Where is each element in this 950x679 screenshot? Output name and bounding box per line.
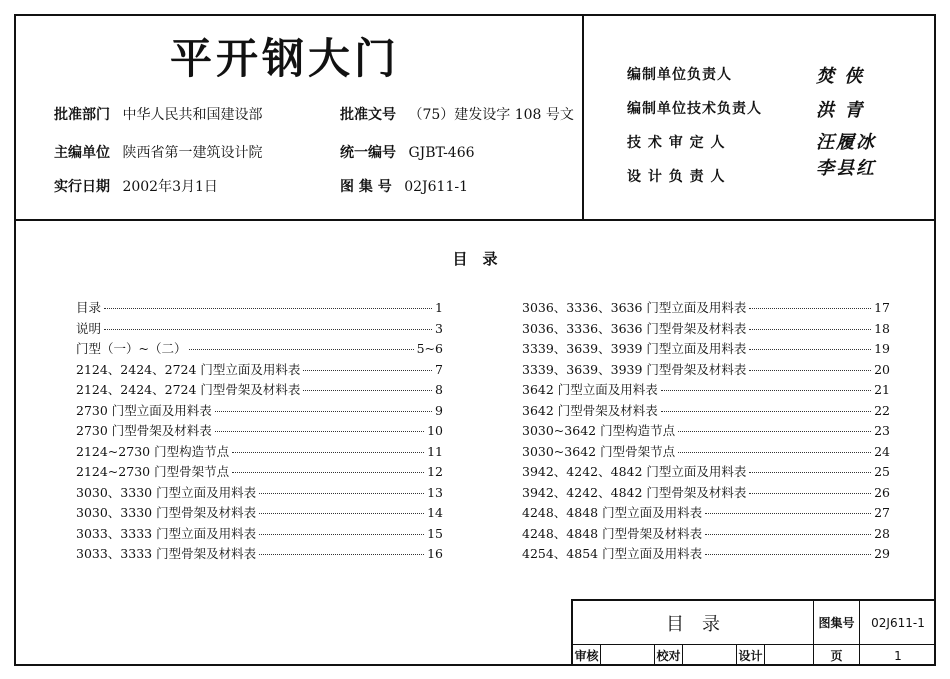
title-block [571, 599, 936, 666]
toc-entry-title: 3036、3336、3636 门型骨架及材料表 [522, 320, 747, 336]
toc-entry [76, 380, 443, 401]
check-signature-field [683, 645, 737, 666]
toc-entry-title: 说明 [76, 320, 102, 336]
toc-entry-page: 27 [874, 505, 890, 520]
toc-leader-dots [705, 513, 871, 514]
toc-entry [522, 319, 890, 340]
toc-entry-title: 2124~2730 门型构造节点 [76, 443, 230, 459]
toc-entry [522, 442, 890, 463]
toc-entry [522, 503, 890, 524]
toc-leader-dots [749, 370, 871, 371]
toc-leader-dots [259, 534, 424, 535]
toc-entry-title: 3030~3642 门型构造节点 [522, 423, 676, 438]
toc-leader-dots [749, 308, 871, 309]
review-signature-field [601, 645, 655, 666]
design-signature-field [765, 645, 814, 666]
info-value: 2002年3月1日 [122, 179, 218, 195]
toc-entry-page: 5~6 [416, 341, 443, 356]
toc-entry-title: 3030、3330 门型骨架及材料表 [76, 505, 257, 520]
toc-entry-title: 3942、4242、4842 门型立面及用料表 [522, 464, 747, 479]
toc-entry-title: 2124~2730 门型骨架节点 [76, 464, 230, 479]
toc-entry-title: 2124、2424、2724 门型骨架及材料表 [76, 382, 301, 397]
toc-entry-page: 23 [874, 423, 890, 438]
toc-leader-dots [104, 329, 432, 330]
toc-leader-dots [232, 452, 424, 453]
responsible-label: 编制单位负责人 [627, 67, 732, 83]
toc-entry [76, 483, 443, 504]
info-label: 统一编号 [340, 145, 396, 161]
toc-leader-dots [661, 390, 871, 391]
responsible-label: 编制单位技术负责人 [627, 101, 762, 117]
toc-entry [522, 298, 890, 319]
info-label: 主编单位 [54, 145, 110, 161]
toc-entry-page: 16 [427, 546, 443, 561]
toc-entry-title: 2124、2424、2724 门型立面及用料表 [76, 361, 301, 377]
toc-entry [76, 339, 443, 360]
toc-leader-dots [259, 513, 424, 514]
atlas-number-value: 02J611-1 [860, 601, 936, 645]
toc-entry-title: 3642 门型骨架及材料表 [522, 402, 658, 418]
info-value: 中华人民共和国建设部 [122, 107, 263, 123]
toc-entry [76, 544, 443, 565]
toc-entry-page: 20 [874, 361, 890, 377]
responsible-persons-panel [584, 14, 936, 221]
toc-entry-page: 28 [874, 525, 890, 541]
toc-entry-page: 1 [435, 300, 443, 315]
toc-entry-title: 3339、3639、3939 门型骨架及材料表 [522, 361, 747, 377]
toc-entry-title: 2730 门型立面及用料表 [76, 402, 212, 418]
toc-entry-page: 14 [427, 505, 443, 520]
toc-entry-page: 11 [427, 443, 443, 459]
info-label: 批准部门 [54, 107, 110, 123]
toc-entry-page: 7 [435, 361, 443, 377]
toc-right-column [522, 298, 890, 565]
toc-leader-dots [215, 431, 424, 432]
toc-entry-page: 10 [427, 423, 443, 438]
toc-entry [76, 360, 443, 381]
info-effective-date [54, 176, 218, 196]
toc-leader-dots [303, 370, 432, 371]
toc-entry-title: 3942、4242、4842 门型骨架及材料表 [522, 484, 747, 500]
toc-leader-dots [661, 411, 871, 412]
toc-entry [522, 380, 890, 401]
toc-leader-dots [215, 411, 432, 412]
toc-entry [76, 401, 443, 422]
info-value: 02J611-1 [404, 179, 468, 195]
toc-entry [76, 503, 443, 524]
toc-leader-dots [705, 534, 871, 535]
toc-entry-page: 22 [874, 402, 890, 418]
toc-entry-title: 4254、4854 门型立面及用料表 [522, 546, 703, 561]
toc-heading: 目 录 [452, 250, 498, 268]
toc-entry [76, 524, 443, 545]
toc-entry [522, 360, 890, 381]
toc-leader-dots [232, 472, 424, 473]
toc-entry [522, 339, 890, 360]
toc-entry-page: 12 [427, 464, 443, 479]
toc-entry [522, 401, 890, 422]
responsible-label: 设 计 负 责 人 [627, 169, 726, 185]
toc-entry-title: 3033、3333 门型立面及用料表 [76, 525, 257, 541]
toc-entry-title: 3030、3330 门型立面及用料表 [76, 484, 257, 500]
toc-entry [522, 462, 890, 483]
toc-entry [522, 421, 890, 442]
check-label: 校对 [655, 645, 683, 666]
toc-entry-title: 3033、3333 门型骨架及材料表 [76, 546, 257, 561]
title-block-name: 目 录 [573, 601, 814, 645]
toc-entry-page: 19 [874, 341, 890, 356]
info-label: 实行日期 [54, 179, 110, 195]
toc-entry [76, 462, 443, 483]
toc-entry-title: 3642 门型立面及用料表 [522, 382, 658, 397]
info-approval-doc [340, 104, 574, 124]
toc-entry-page: 18 [874, 320, 890, 336]
toc-entry [76, 298, 443, 319]
toc-entry-title: 4248、4848 门型骨架及材料表 [522, 525, 703, 541]
toc-leader-dots [678, 431, 871, 432]
toc-leader-dots [705, 554, 871, 555]
toc-entry [522, 524, 890, 545]
page-number: 1 [894, 648, 902, 663]
toc-leader-dots [749, 329, 871, 330]
page-title: 平开钢大门 [169, 34, 400, 83]
page-label: 页 [814, 645, 860, 666]
toc-entry-page: 9 [435, 402, 443, 418]
toc-entry-page: 24 [874, 443, 890, 459]
toc-entry-title: 3036、3336、3636 门型立面及用料表 [522, 300, 747, 315]
toc-leader-dots [259, 554, 424, 555]
info-label: 批准文号 [340, 107, 396, 123]
toc-entry [522, 483, 890, 504]
review-label: 审核 [573, 645, 601, 666]
toc-leader-dots [749, 493, 871, 494]
toc-entry-title: 目录 [76, 300, 102, 315]
toc-left-column [76, 298, 443, 565]
info-unified-number [340, 142, 475, 162]
info-approval-dept [54, 104, 262, 124]
atlas-number-label: 图集号 [814, 601, 860, 645]
toc-entry-title: 3030~3642 门型骨架节点 [522, 443, 676, 459]
toc-entry-page: 25 [874, 464, 890, 479]
toc-entry-title: 3339、3639、3939 门型立面及用料表 [522, 341, 747, 356]
info-value: （75）建发设字 108 号文 [408, 107, 574, 123]
toc-entry-page: 15 [427, 525, 443, 541]
signature-image: 李县红 [816, 158, 876, 179]
toc-leader-dots [259, 493, 424, 494]
toc-entry [522, 544, 890, 565]
toc-leader-dots [749, 472, 871, 473]
toc-leader-dots [678, 452, 871, 453]
toc-leader-dots [303, 390, 432, 391]
toc-entry-page: 26 [874, 484, 890, 500]
info-atlas-number [340, 176, 468, 196]
toc-entry-page: 17 [874, 300, 890, 315]
toc-entry-page: 29 [874, 546, 890, 561]
info-value: GJBT-466 [408, 145, 475, 161]
toc-entry-title: 2730 门型骨架及材料表 [76, 423, 212, 438]
info-value: 陕西省第一建筑设计院 [122, 145, 263, 161]
toc-leader-dots [749, 349, 871, 350]
toc-leader-dots [189, 349, 413, 350]
design-label: 设计 [737, 645, 765, 666]
info-label: 图 集 号 [340, 179, 392, 195]
signature-image: 汪履冰 [816, 132, 876, 153]
toc-entry [76, 319, 443, 340]
toc-entry [76, 421, 443, 442]
signature-image: 焚 侠 [816, 66, 865, 87]
toc-entry-page: 21 [874, 382, 890, 397]
responsible-label: 技 术 审 定 人 [627, 135, 726, 151]
toc-leader-dots [104, 308, 432, 309]
toc-entry [76, 442, 443, 463]
info-chief-editor [54, 142, 262, 162]
toc-entry-title: 门型（一）~（二） [76, 341, 187, 356]
toc-entry-page: 3 [435, 320, 443, 336]
toc-entry-title: 4248、4848 门型立面及用料表 [522, 505, 703, 520]
toc-entry-page: 13 [427, 484, 443, 500]
signature-image: 洪 青 [816, 100, 865, 121]
toc-entry-page: 8 [435, 382, 443, 397]
